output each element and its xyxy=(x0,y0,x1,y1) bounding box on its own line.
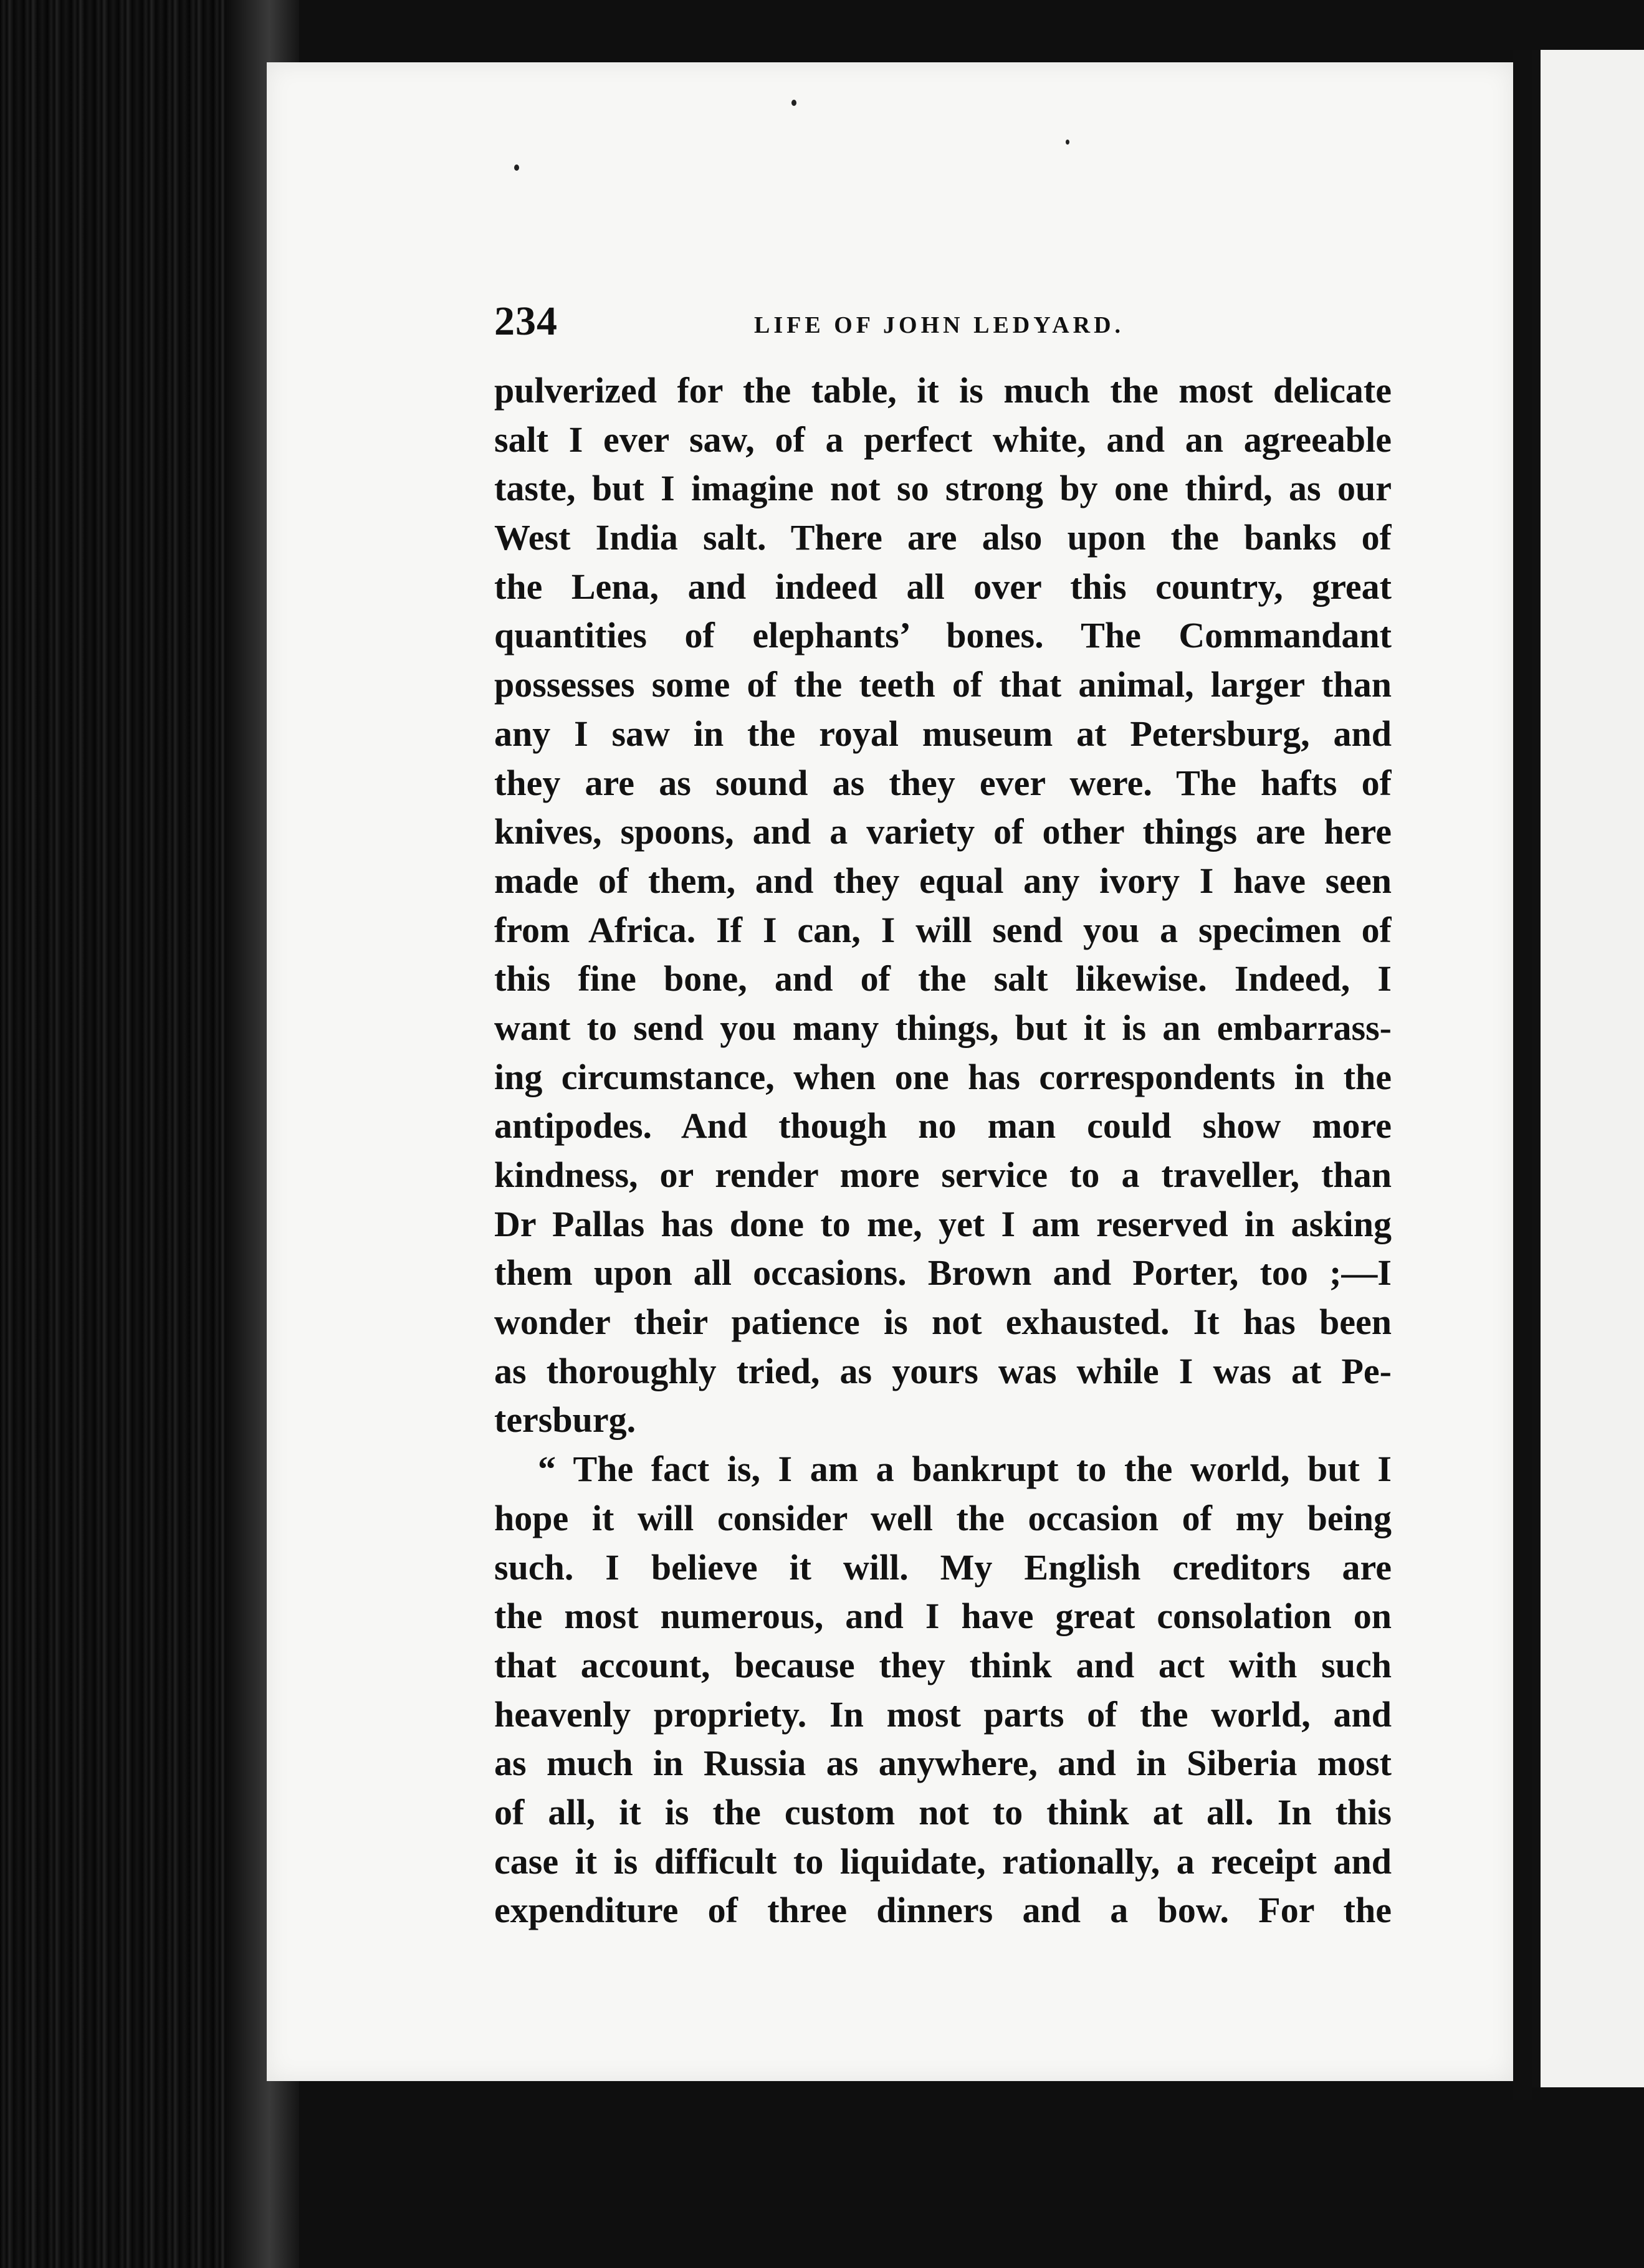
text-line: wonder their patience is not exhausted. It has been xyxy=(494,1302,1392,1343)
scan-speck xyxy=(1066,140,1069,145)
page-number: 234 xyxy=(494,298,558,344)
text-line: West India salt. There are also upon the banks of xyxy=(494,517,1392,558)
text-line: they are as sound as they ever were. The hafts of xyxy=(494,762,1392,803)
running-head xyxy=(494,298,1392,348)
page-gutter xyxy=(1513,50,1532,2100)
text-line: antipodes. And though no man could show more xyxy=(494,1105,1392,1146)
text-line: this fine bone, and of the salt likewise. Indeed, I xyxy=(494,958,1392,999)
text-line: heavenly propriety. In most parts of the world, and xyxy=(494,1694,1392,1735)
text-line: pulverized for the table, it is much the most delicate xyxy=(494,370,1392,411)
text-line: kindness, or render more service to a traveller, than xyxy=(494,1155,1392,1195)
text-line: hope it will consider well the occasion of my being xyxy=(494,1497,1392,1538)
text-line: Dr Pallas has done to me, yet I am reserved in asking xyxy=(494,1203,1392,1244)
scan-speck xyxy=(514,164,519,171)
text-line: of all, it is the custom not to think at all. In this xyxy=(494,1791,1392,1832)
text-line: taste, but I imagine not so strong by one third, as our xyxy=(494,468,1392,509)
text-line: want to send you many things, but it is an embarrass- xyxy=(494,1007,1392,1048)
text-line: tersburg. xyxy=(494,1399,636,1441)
text-line: salt I ever saw, of a perfect white, and an agreeable xyxy=(494,419,1392,460)
scan-speck xyxy=(791,100,796,106)
text-line: knives, spoons, and a variety of other things are here xyxy=(494,811,1392,852)
text-line: that account, because they think and act with such xyxy=(494,1644,1392,1685)
text-line: the Lena, and indeed all over this country, great xyxy=(494,566,1392,607)
text-line: any I saw in the royal museum at Petersburg, and xyxy=(494,713,1392,754)
text-line: from Africa. If I can, I will send you a specimen of xyxy=(494,909,1392,950)
facing-page-edge xyxy=(1532,50,1644,2087)
text-line: ing circumstance, when one has correspondents in the xyxy=(494,1056,1392,1097)
running-title: LIFE OF JOHN LEDYARD. xyxy=(754,312,1125,338)
text-line: possesses some of the teeth of that animal, larger than xyxy=(494,664,1392,705)
text-line: case it is difficult to liquidate, rationally, a receipt and xyxy=(494,1841,1392,1882)
text-line: quantities of elephants’ bones. The Commandant xyxy=(494,615,1392,656)
text-line: as much in Russia as anywhere, and in Siberia most xyxy=(494,1743,1392,1784)
text-line: the most numerous, and I have great consolation on xyxy=(494,1596,1392,1637)
body-text xyxy=(494,366,1392,1935)
text-line: made of them, and they equal any ivory I have seen xyxy=(494,860,1392,901)
text-line: expenditure of three dinners and a bow. For the xyxy=(494,1890,1392,1931)
text-line: as thoroughly tried, as yours was while I was at Pe- xyxy=(494,1350,1392,1391)
text-line: them upon all occasions. Brown and Porter, too ;—I xyxy=(494,1252,1392,1294)
text-line: “ The fact is, I am a bankrupt to the world, but I xyxy=(538,1449,1392,1490)
text-line: such. I believe it will. My English creditors are xyxy=(494,1546,1392,1588)
